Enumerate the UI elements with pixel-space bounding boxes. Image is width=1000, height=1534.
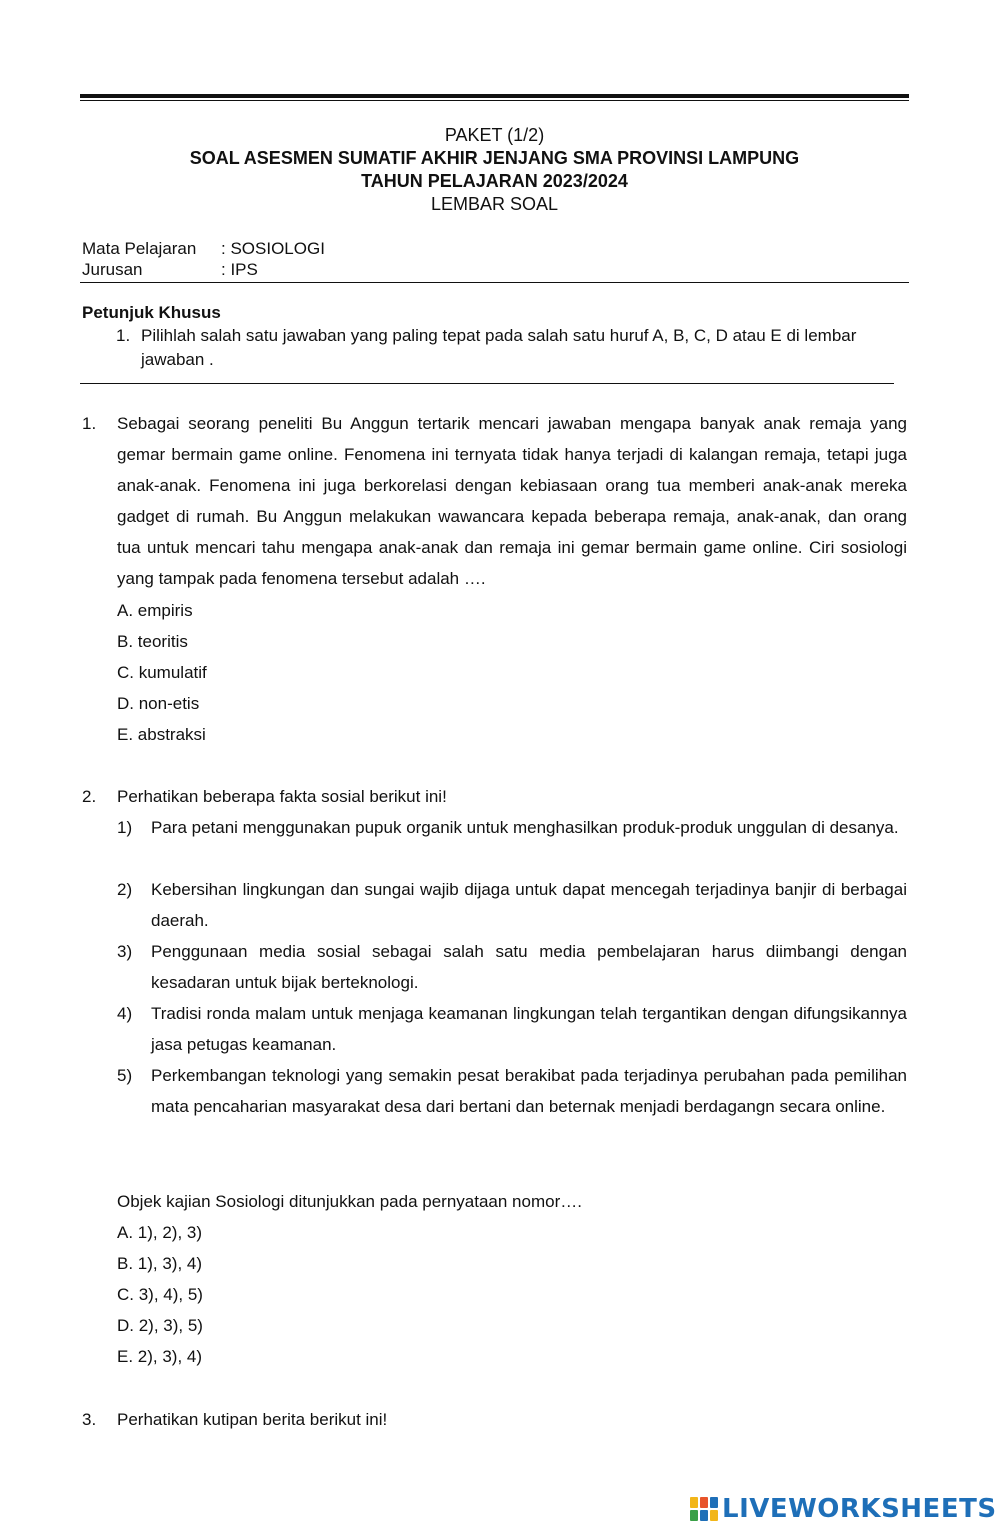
- fact-2-number: 2): [117, 880, 133, 899]
- liveworksheets-logo-icon: [690, 1497, 718, 1521]
- question-3-number: 3.: [82, 1410, 97, 1429]
- question-1-option-a[interactable]: A. empiris: [117, 601, 193, 620]
- fact-3-text: Penggunaan media sosial sebagai salah satu media pembelajaran harus diimbangi dengan kesadaran untuk bijak berteknologi.: [151, 942, 907, 992]
- major-label: Jurusan: [82, 260, 143, 279]
- instructions-heading: Petunjuk Khusus: [82, 303, 221, 322]
- fact-5-text: Perkembangan teknologi yang semakin pesat berakibat pada terjadinya perubahan pada pemilihan mata pencaharian masyarakat desa dari bertani dan beternak menjadi berdagangn secara online.: [151, 1066, 907, 1116]
- top-border-rule: [80, 94, 909, 98]
- question-1-option-b[interactable]: B. teoritis: [117, 632, 188, 651]
- question-2-text: Perhatikan beberapa fakta sosial berikut ini!: [117, 787, 447, 806]
- paket-label: PAKET (1/2): [444, 125, 545, 145]
- question-1-option-e[interactable]: E. abstraksi: [117, 725, 206, 744]
- instruction-text: Pilihlah salah satu jawaban yang paling tepat pada salah satu huruf A, B, C, D atau E di lembar jawaban .: [141, 326, 857, 369]
- question-1-option-c[interactable]: C. kumulatif: [117, 663, 207, 682]
- fact-1-text: Para petani menggunakan pupuk organik untuk menghasilkan produk-produk unggulan di desanya.: [151, 818, 899, 837]
- fact-1-number: 1): [117, 818, 133, 837]
- instructions-divider: [80, 383, 894, 384]
- question-3-text: Perhatikan kutipan berita berikut ini!: [117, 1410, 388, 1429]
- question-1-text: Sebagai seorang peneliti Bu Anggun tertarik mencari jawaban mengapa banyak anak remaja yang gemar bermain game online. Fenomena ini ternyata tidak hanya terjadi di kalangan remaja, tetapi juga anak-anak. Fenomena ini juga berkorelasi dengan kebiasaan orang tua memberi anak-anak mereka gadget di rumah. Bu Anggun melakukan wawancara kepada beberapa remaja, anak-anak, dan orang tua untuk mencari tahu mengapa anak-anak dan remaja ini gemar bermain game online. Ciri sosiologi yang tampak pada fenomena tersebut adalah ….: [117, 414, 907, 588]
- sheet-label: LEMBAR SOAL: [430, 194, 559, 214]
- question-2-option-e[interactable]: E. 2), 3), 4): [117, 1347, 203, 1366]
- subject-label: Mata Pelajaran: [82, 239, 197, 258]
- question-2-prompt: Objek kajian Sosiologi ditunjukkan pada pernyataan nomor….: [117, 1192, 582, 1211]
- academic-year: TAHUN PELAJARAN 2023/2024: [361, 171, 628, 191]
- question-1-option-d[interactable]: D. non-etis: [117, 694, 200, 713]
- question-1-number: 1.: [82, 414, 97, 433]
- question-2-number: 2.: [82, 787, 97, 806]
- fact-5-number: 5): [117, 1066, 133, 1085]
- major-value: : IPS: [221, 260, 258, 279]
- subject-row: [82, 238, 325, 259]
- instruction-number: 1.: [116, 326, 131, 345]
- liveworksheets-logo: [690, 1494, 997, 1524]
- top-border-rule-thin: [80, 100, 909, 101]
- document-title: SOAL ASESMEN SUMATIF AKHIR JENJANG SMA PROVINSI LAMPUNG: [189, 148, 800, 168]
- liveworksheets-wordmark: LIVEWORKSHEETS: [722, 1494, 997, 1524]
- subject-value: : SOSIOLOGI: [221, 239, 325, 258]
- fact-4-number: 4): [117, 1004, 133, 1023]
- fact-4-text: Tradisi ronda malam untuk menjaga keamanan lingkungan telah tergantikan dengan difungsikannya jasa petugas keamanan.: [151, 1004, 907, 1054]
- major-row: [82, 259, 258, 280]
- question-2-option-a[interactable]: A. 1), 2), 3): [117, 1223, 203, 1242]
- question-2-option-c[interactable]: C. 3), 4), 5): [117, 1285, 203, 1304]
- question-2-option-b[interactable]: B. 1), 3), 4): [117, 1254, 203, 1273]
- meta-divider: [80, 282, 909, 283]
- fact-2-text: Kebersihan lingkungan dan sungai wajib dijaga untuk dapat mencegah terjadinya banjir di berbagai daerah.: [151, 880, 907, 930]
- fact-3-number: 3): [117, 942, 133, 961]
- question-2-option-d[interactable]: D. 2), 3), 5): [117, 1316, 203, 1335]
